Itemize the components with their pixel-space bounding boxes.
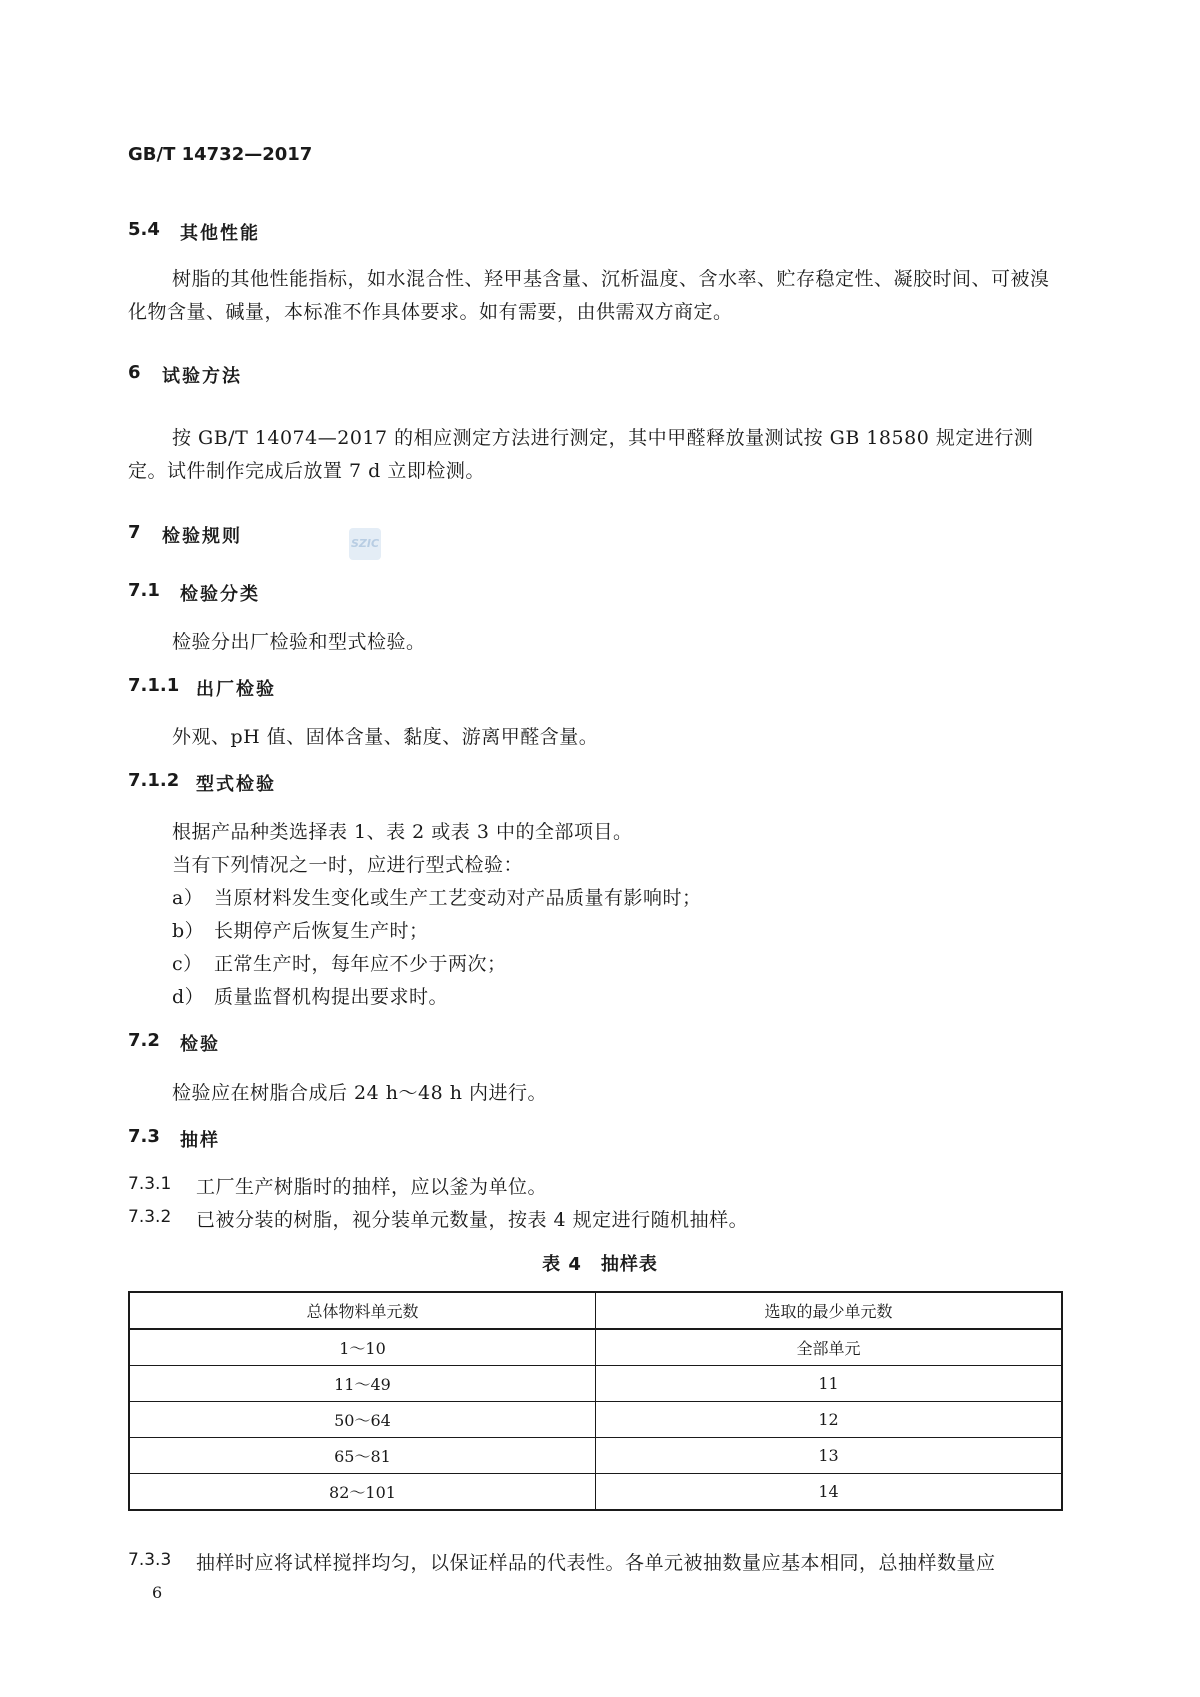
list-item-c-text: 正常生产时，每年应不少于两次；	[214, 953, 507, 975]
table-header-min-units: 选取的最少单元数	[596, 1292, 1063, 1329]
section-6-title: 试验方法	[162, 366, 242, 387]
section-5-4-line-2: 化物含量、碱量，本标准不作具体要求。如有需要，由供需双方商定。	[128, 301, 733, 323]
list-item-d-mark: d）	[172, 986, 205, 1008]
table-row	[129, 1402, 1062, 1438]
table-cell-total-units: 50～64	[129, 1402, 596, 1438]
sampling-table	[128, 1291, 1063, 1511]
section-5-4-number: 5.4	[128, 219, 160, 240]
table-row	[129, 1329, 1062, 1366]
list-item-b-mark: b）	[172, 920, 205, 942]
section-7-3-title: 抽样	[180, 1130, 220, 1151]
table-4-caption: 表 4 抽样表	[542, 1254, 658, 1275]
list-item-d-text: 质量监督机构提出要求时。	[214, 986, 449, 1008]
section-7-3-3-number: 7.3.3	[128, 1550, 172, 1570]
section-7-2-text: 检验应在树脂合成后 24 h～48 h 内进行。	[172, 1082, 547, 1104]
table-cell-min-units: 14	[596, 1474, 1063, 1511]
section-7-1-2-line-1: 根据产品种类选择表 1、表 2 或表 3 中的全部项目。	[172, 821, 633, 843]
section-7-3-number: 7.3	[128, 1126, 160, 1147]
table-row	[129, 1438, 1062, 1474]
section-7-2-title: 检验	[180, 1034, 220, 1055]
table-cell-min-units: 13	[596, 1438, 1063, 1474]
section-7-1-number: 7.1	[128, 580, 160, 601]
section-7-1-2-number: 7.1.2	[128, 770, 180, 791]
section-6-line-2: 定。试件制作完成后放置 7 d 立即检测。	[128, 460, 485, 482]
section-7-1-1-text: 外观、pH 值、固体含量、黏度、游离甲醛含量。	[172, 726, 599, 748]
section-7-1-text: 检验分出厂检验和型式检验。	[172, 631, 426, 653]
section-7-3-2-text: 已被分装的树脂，视分装单元数量，按表 4 规定进行随机抽样。	[196, 1209, 749, 1231]
table-cell-total-units: 11～49	[129, 1366, 596, 1402]
table-row	[129, 1474, 1062, 1511]
section-7-3-1-number: 7.3.1	[128, 1174, 172, 1194]
section-7-3-2-number: 7.3.2	[128, 1207, 172, 1227]
section-7-3-3-text: 抽样时应将试样搅拌均匀，以保证样品的代表性。各单元被抽数量应基本相同，总抽样数量应	[196, 1552, 996, 1574]
section-7-1-title: 检验分类	[180, 584, 260, 605]
section-7-1-1-number: 7.1.1	[128, 675, 180, 696]
page-number: 6	[152, 1583, 163, 1602]
section-7-1-2-line-2: 当有下列情况之一时，应进行型式检验：	[172, 854, 524, 876]
section-7-number: 7	[128, 522, 141, 543]
table-cell-total-units: 82～101	[129, 1474, 596, 1511]
section-7-1-1-title: 出厂检验	[196, 679, 276, 700]
list-item-c-mark: c）	[172, 953, 203, 975]
section-7-title: 检验规则	[162, 526, 242, 547]
table-header-row	[129, 1292, 1062, 1329]
standard-code: GB/T 14732—2017	[128, 144, 313, 165]
section-5-4-line-1: 树脂的其他性能指标，如水混合性、羟甲基含量、沉析温度、含水率、贮存稳定性、凝胶时间、可被溴	[172, 268, 1050, 290]
table-cell-total-units: 65～81	[129, 1438, 596, 1474]
table-cell-total-units: 1～10	[129, 1329, 596, 1366]
section-6-line-1: 按 GB/T 14074—2017 的相应测定方法进行测定，其中甲醛释放量测试按 GB 18580 规定进行测	[172, 427, 1034, 449]
table-cell-min-units: 11	[596, 1366, 1063, 1402]
table-cell-min-units: 全部单元	[596, 1329, 1063, 1366]
section-5-4-title: 其他性能	[180, 223, 260, 244]
watermark-logo: SZIC	[349, 528, 381, 560]
list-item-a-mark: a）	[172, 887, 204, 909]
table-cell-min-units: 12	[596, 1402, 1063, 1438]
section-7-2-number: 7.2	[128, 1030, 160, 1051]
section-7-1-2-title: 型式检验	[196, 774, 276, 795]
section-7-3-1-text: 工厂生产树脂时的抽样，应以釜为单位。	[196, 1176, 548, 1198]
section-6-number: 6	[128, 362, 141, 383]
table-header-total-units: 总体物料单元数	[129, 1292, 596, 1329]
table-row	[129, 1366, 1062, 1402]
list-item-a-text: 当原材料发生变化或生产工艺变动对产品质量有影响时；	[214, 887, 702, 909]
list-item-b-text: 长期停产后恢复生产时；	[214, 920, 429, 942]
